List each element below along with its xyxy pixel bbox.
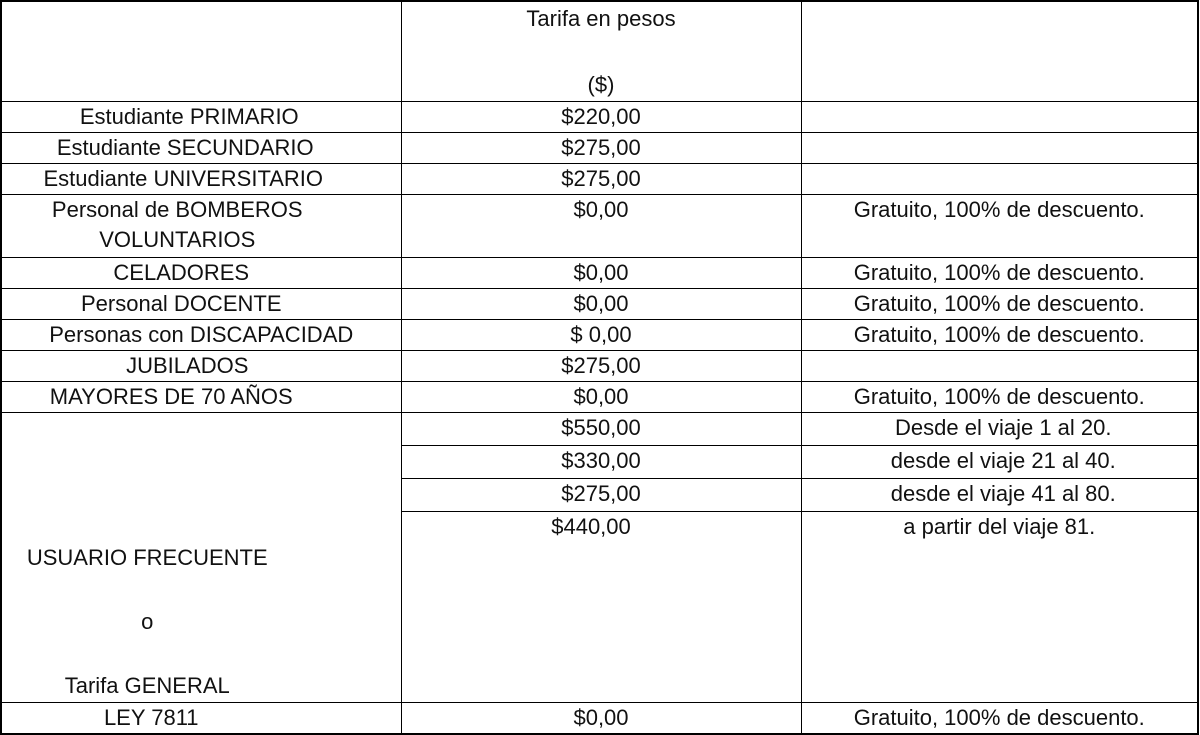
price-value: $0,00	[573, 705, 629, 730]
note-text: Gratuito, 100% de descuento.	[853, 322, 1145, 347]
category-cell	[1, 102, 401, 133]
category-cell	[1, 351, 401, 382]
note-cell	[801, 102, 1198, 133]
note-cell	[801, 258, 1198, 289]
note-cell	[801, 511, 1198, 702]
header-category-cell	[1, 1, 401, 102]
price-value: $275,00	[561, 135, 641, 160]
price-value: $0,00	[573, 384, 629, 409]
note-cell	[801, 289, 1198, 320]
note-cell	[801, 445, 1198, 478]
price-cell	[401, 413, 801, 446]
category-label: Estudiante PRIMARIO	[79, 104, 299, 129]
table-row	[1, 382, 1198, 413]
category-label: USUARIO FRECUENTE o Tarifa GENERAL	[26, 545, 268, 698]
table-row	[1, 258, 1198, 289]
price-cell	[401, 164, 801, 195]
table-row	[1, 289, 1198, 320]
note-text: Gratuito, 100% de descuento.	[853, 384, 1145, 409]
price-cell	[401, 445, 801, 478]
header-note-cell	[801, 1, 1198, 102]
price-cell	[401, 102, 801, 133]
category-label: Personas con DISCAPACIDAD	[49, 322, 354, 347]
table-row	[1, 164, 1198, 195]
note-cell	[801, 703, 1198, 735]
note-text: Gratuito, 100% de descuento.	[853, 197, 1145, 222]
price-value: $275,00	[561, 353, 641, 378]
category-cell	[1, 413, 401, 703]
note-text: desde el viaje 21 al 40.	[890, 447, 1116, 473]
category-cell	[1, 703, 401, 735]
price-value: $440,00	[551, 513, 631, 539]
note-cell	[801, 164, 1198, 195]
note-cell	[801, 351, 1198, 382]
note-text: Gratuito, 100% de descuento.	[853, 291, 1145, 316]
note-cell	[801, 133, 1198, 164]
price-cell	[401, 382, 801, 413]
note-cell	[801, 413, 1198, 446]
category-cell	[1, 289, 401, 320]
price-value: $275,00	[561, 166, 641, 191]
note-cell	[801, 382, 1198, 413]
header-price: Tarifa en pesos ($)	[526, 6, 676, 97]
price-cell	[401, 320, 801, 351]
header-row	[1, 1, 1198, 102]
note-text: Gratuito, 100% de descuento.	[853, 260, 1145, 285]
price-value: $330,00	[561, 447, 641, 473]
price-value: $0,00	[573, 197, 629, 222]
note-cell	[801, 478, 1198, 511]
category-label: LEY 7811	[103, 705, 199, 730]
price-value: $ 0,00	[570, 322, 632, 347]
note-text: a partir del viaje 81.	[903, 513, 1096, 539]
price-cell	[401, 478, 801, 511]
table-row	[1, 320, 1198, 351]
note-text: Gratuito, 100% de descuento.	[853, 705, 1145, 730]
table-row	[1, 351, 1198, 382]
category-label: Estudiante SECUNDARIO	[56, 135, 314, 160]
category-label: Personal de BOMBEROS VOLUNTARIOS	[51, 197, 303, 252]
table-row	[1, 703, 1198, 735]
category-cell	[1, 133, 401, 164]
price-value: $275,00	[561, 480, 641, 506]
table-row	[1, 413, 1198, 446]
category-cell	[1, 258, 401, 289]
price-cell	[401, 133, 801, 164]
price-cell	[401, 289, 801, 320]
category-cell	[1, 195, 401, 258]
note-text: Desde el viaje 1 al 20.	[895, 415, 1112, 440]
note-cell	[801, 195, 1198, 258]
price-cell	[401, 511, 801, 702]
price-value: $550,00	[561, 415, 641, 440]
category-cell	[1, 320, 401, 351]
category-label: JUBILADOS	[126, 353, 249, 378]
category-label: Estudiante UNIVERSITARIO	[43, 166, 324, 191]
table-row	[1, 102, 1198, 133]
note-cell	[801, 320, 1198, 351]
price-cell	[401, 703, 801, 735]
price-cell	[401, 195, 801, 258]
category-label: Personal DOCENTE	[80, 291, 282, 316]
category-cell	[1, 164, 401, 195]
header-price-cell	[401, 1, 801, 102]
price-value: $220,00	[561, 104, 641, 129]
price-cell	[401, 351, 801, 382]
price-value: $0,00	[573, 260, 629, 285]
table-row	[1, 133, 1198, 164]
category-label: MAYORES DE 70 AÑOS	[49, 384, 293, 409]
note-text: desde el viaje 41 al 80.	[890, 480, 1116, 506]
category-cell	[1, 382, 401, 413]
price-cell	[401, 258, 801, 289]
category-label: CELADORES	[113, 260, 250, 285]
price-value: $0,00	[573, 291, 629, 316]
table-row	[1, 195, 1198, 258]
fare-table-body	[1, 1, 1198, 734]
